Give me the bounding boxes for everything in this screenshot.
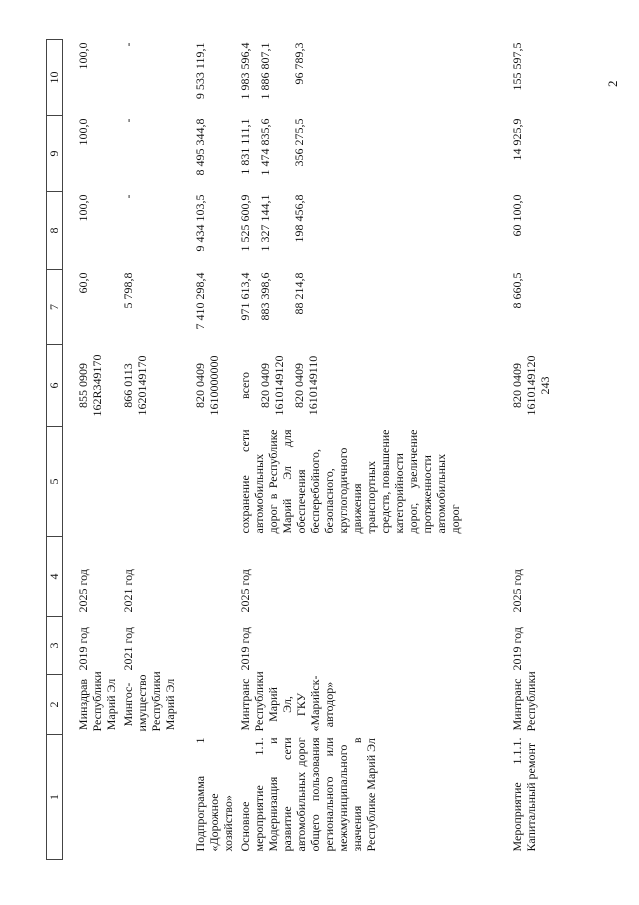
cell-start-year [190, 617, 235, 675]
cell-end-year: 2025 год [510, 569, 524, 613]
header-col-10: 10 [47, 40, 63, 116]
cell-event-name: Подпрограмма 1 «Дорожное хозяйство» [193, 737, 235, 852]
cell-expected-result [118, 427, 190, 537]
header-col-6: 6 [47, 345, 63, 427]
cell-amount-col-7: 8 660,5 [510, 272, 524, 309]
cell-amount-col-7: 88 214,8 [292, 272, 306, 315]
cell-executor: Минтранс Республики Марий Эл, ГКУ «Марийск- автодор» [238, 671, 336, 732]
cell-expected-result [190, 427, 235, 537]
cell-event-name: Мероприятие 1.1.1. Капитальный ремонт [510, 737, 538, 852]
cell-amount-col-10: 1 886 807,1 [258, 42, 272, 100]
cell-amount-col-9: - [121, 118, 135, 123]
cell-amount-col-7: 5 798,8 [121, 272, 135, 309]
table-row [63, 40, 119, 860]
cell-amount-col-8: 1 525 600,9 [238, 194, 252, 252]
table-row [190, 40, 235, 860]
cell-amount-col-7: 60,0 [76, 272, 90, 294]
cell-end-year: 2025 год [76, 569, 90, 613]
table-row [118, 40, 190, 860]
cell-start-year: 2019 год [238, 627, 252, 671]
cell-event-name: Основное мероприятие 1.1. Модернизация и развитие сети автомобильных дорог общего пользования регионального или межмуниципального значения в Республике Марий Эл [238, 737, 378, 852]
header-col-7: 7 [47, 270, 63, 345]
cell-budget-code: 820 0409 1610149120 [258, 355, 286, 416]
cell-amount-col-10: 9 533 119,1 [193, 42, 207, 100]
cell-amount-col-10: 155 597,5 [510, 42, 524, 91]
cell-amount-col-10: 96 789,3 [292, 42, 306, 85]
cell-amount-col-8: 60 100,0 [510, 194, 524, 237]
cell-expected-result [507, 427, 557, 537]
header-col-8: 8 [47, 192, 63, 270]
cell-amount-col-7: 971 613,4 [238, 272, 252, 321]
cell-amount-col-9: 14 925,9 [510, 118, 524, 161]
table-row [507, 40, 557, 860]
header-col-5: 5 [47, 427, 63, 537]
cell-amount-col-8: 1 327 144,1 [258, 194, 272, 252]
cell-amount-col-9: 8 495 344,8 [193, 118, 207, 176]
cell-amount-col-10: 100,0 [76, 42, 90, 70]
cell-end-year [190, 537, 235, 617]
cell-start-year: 2019 год [510, 627, 524, 671]
cell-start-year: 2019 год [76, 627, 90, 671]
cell-amount-col-10: - [121, 42, 135, 47]
cell-executor: Минтранс Республики [510, 671, 538, 732]
cell-executor: Минздрав Республики Марий Эл [76, 671, 118, 732]
header-row [47, 40, 63, 860]
cell-amount-col-7: 7 410 298,4 [193, 272, 207, 330]
cell-end-year: 2025 год [238, 569, 252, 613]
table-row [235, 40, 255, 860]
header-col-4: 4 [47, 537, 63, 617]
cell-budget-code: всего [238, 371, 252, 400]
cell-executor [190, 675, 235, 735]
cell-event-name [63, 735, 119, 860]
cell-budget-code: 866 0113 1620149170 [121, 355, 149, 416]
cell-budget-code: 855 0909 162R349170 [76, 354, 104, 417]
cell-amount-col-8: 198 456,8 [292, 194, 306, 243]
cell-start-year: 2021 год [121, 627, 135, 671]
cell-expected-result: сохранение сети автомобильных дорог в Республике Марий Эл для обеспечения бесперебойного, безопасного, круглогодичного движения транспортных средств, повышение категорийности дорог, увеличение протяженности автомобильных дорог [238, 429, 462, 534]
cell-amount-col-9: 1 831 111,1 [238, 118, 252, 175]
cell-amount-col-10: 1 983 596,4 [238, 42, 252, 100]
cell-budget-code: 820 0409 1610149110 [292, 355, 320, 416]
cell-budget-code: 820 0409 1610000000 [193, 355, 221, 416]
cell-amount-col-9: 100,0 [76, 118, 90, 146]
cell-executor: Мингос- имущество Республики Марий Эл [121, 671, 177, 732]
cell-amount-col-8: 100,0 [76, 194, 90, 222]
cell-budget-code: 820 0409 1610149120 243 [510, 355, 552, 416]
program-funding-table [46, 39, 557, 860]
cell-event-name [118, 735, 190, 860]
cell-amount-col-9: 1 474 835,6 [258, 118, 272, 176]
header-col-2: 2 [47, 675, 63, 735]
cell-amount-col-9: 356 275,5 [292, 118, 306, 167]
page-number: 2 [605, 80, 620, 87]
header-col-1: 1 [47, 735, 63, 860]
cell-end-year: 2021 год [121, 569, 135, 613]
header-col-3: 3 [47, 617, 63, 675]
cell-expected-result [63, 427, 119, 537]
cell-amount-col-8: 9 434 103,5 [193, 194, 207, 252]
cell-amount-col-7: 883 398,6 [258, 272, 272, 321]
cell-amount-col-8: - [121, 194, 135, 199]
header-col-9: 9 [47, 116, 63, 192]
